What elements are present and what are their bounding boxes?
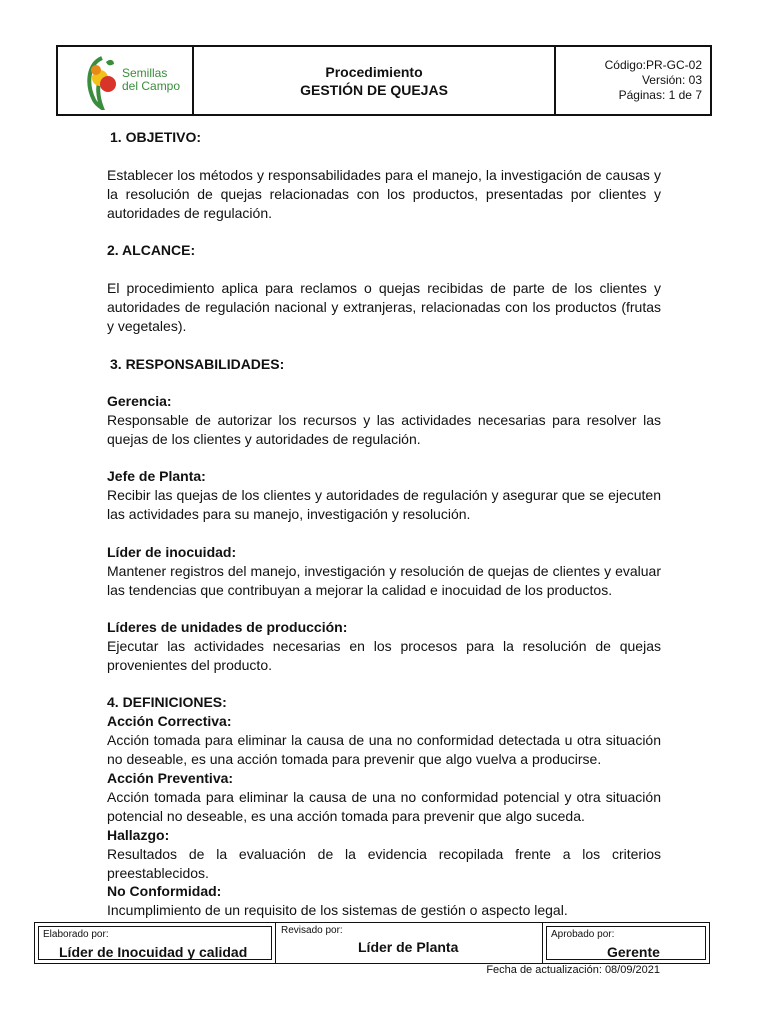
- doc-code: Código:PR-GC-02: [604, 58, 702, 72]
- accion-preventiva-title: Acción Preventiva:: [107, 770, 234, 786]
- lideres-title: Líderes de unidades de producción:: [107, 619, 348, 635]
- aprobado-cell: [543, 923, 709, 963]
- accion-correctiva-title: Acción Correctiva:: [107, 713, 232, 729]
- title-cell: [194, 47, 556, 114]
- lider-text: Mantener registros del manejo, investigación y resolución de quejas de clientes y evaluar las tendencias que contribuyan a mejorar la calidad e inocuidad de los productos.: [107, 563, 661, 598]
- accion-correctiva-text: Acción tomada para eliminar la causa de una no conformidad detectada u otra situación no deseable, es una acción tomada para prevenir que algo vuelva a producirse.: [107, 732, 661, 767]
- aprobado-value: Gerente: [607, 944, 660, 960]
- no-conformidad-title: No Conformidad:: [107, 883, 222, 899]
- lideres-text: Ejecutar las actividades necesarias en los procesos para la resolución de quejas provenientes del producto.: [107, 638, 661, 673]
- approval-footer: [34, 922, 710, 964]
- elaborado-label: Elaborado por:: [43, 929, 109, 940]
- alcance-text: El procedimiento aplica para reclamos o quejas recibidas de parte de los clientes y autoridades de regulación nacional y extranjeras, relacionadas con los productos (frutas y vegetales).: [107, 280, 661, 334]
- elaborado-value: Líder de Inocuidad y calidad: [59, 944, 248, 960]
- document-header: [56, 45, 712, 116]
- definiciones-heading: 4. DEFINICIONES:: [107, 694, 227, 710]
- responsabilidades-heading: 3. RESPONSABILIDADES:: [110, 356, 285, 372]
- accion-preventiva-text: Acción tomada para eliminar la causa de una no conformidad potencial y otra situación potencial no deseable, es una acción tomada para prevenir que algo suceda.: [107, 789, 661, 824]
- jefe-text: Recibir las quejas de los clientes y autoridades de regulación y asegurar que se ejecuten las actividades para su manejo, investigación y resolución.: [107, 487, 661, 522]
- gerencia-title: Gerencia:: [107, 393, 172, 409]
- elaborado-cell: [35, 923, 276, 963]
- doc-title: GESTIÓN DE QUEJAS: [300, 81, 448, 98]
- semillas-del-campo-logo: [84, 54, 120, 110]
- revisado-value: Líder de Planta: [358, 939, 459, 955]
- hallazgo-text: Resultados de la evaluación de la evidencia recopilada frente a los criterios preestablecidos.: [107, 846, 661, 881]
- logo-cell: [58, 47, 194, 114]
- logo-line1: Semillas: [122, 66, 168, 80]
- aprobado-label: Aprobado por:: [551, 929, 615, 940]
- no-conformidad-text: Incumplimiento de un requisito de los sistemas de gestión o aspecto legal.: [107, 902, 568, 918]
- code-cell: [556, 47, 710, 114]
- logo-wordmark: [122, 67, 180, 93]
- lider-title: Líder de inocuidad:: [107, 544, 237, 560]
- objetivo-heading: 1. OBJETIVO:: [110, 129, 202, 145]
- revisado-cell: [276, 923, 543, 963]
- hallazgo-title: Hallazgo:: [107, 827, 170, 843]
- gerencia-text: Responsable de autorizar los recursos y las actividades necesarias para resolver las quejas de los clientes y autoridades de regulación.: [107, 412, 661, 447]
- alcance-heading: 2. ALCANCE:: [107, 242, 196, 258]
- logo-line2: del Campo: [122, 79, 181, 93]
- doc-version: Versión: 03: [641, 73, 702, 87]
- jefe-title: Jefe de Planta:: [107, 468, 206, 484]
- doc-type: Procedimiento: [325, 63, 423, 80]
- fecha-actualizacion: Fecha de actualización: 08/09/2021: [486, 964, 660, 976]
- objetivo-text: Establecer los métodos y responsabilidades para el manejo, la investigación de causas y la resolución de quejas relacionadas con los productos, presentadas por clientes y autoridades de regulación.: [107, 167, 661, 221]
- revisado-label: Revisado por:: [281, 925, 343, 936]
- doc-pages: Páginas: 1 de 7: [618, 88, 702, 102]
